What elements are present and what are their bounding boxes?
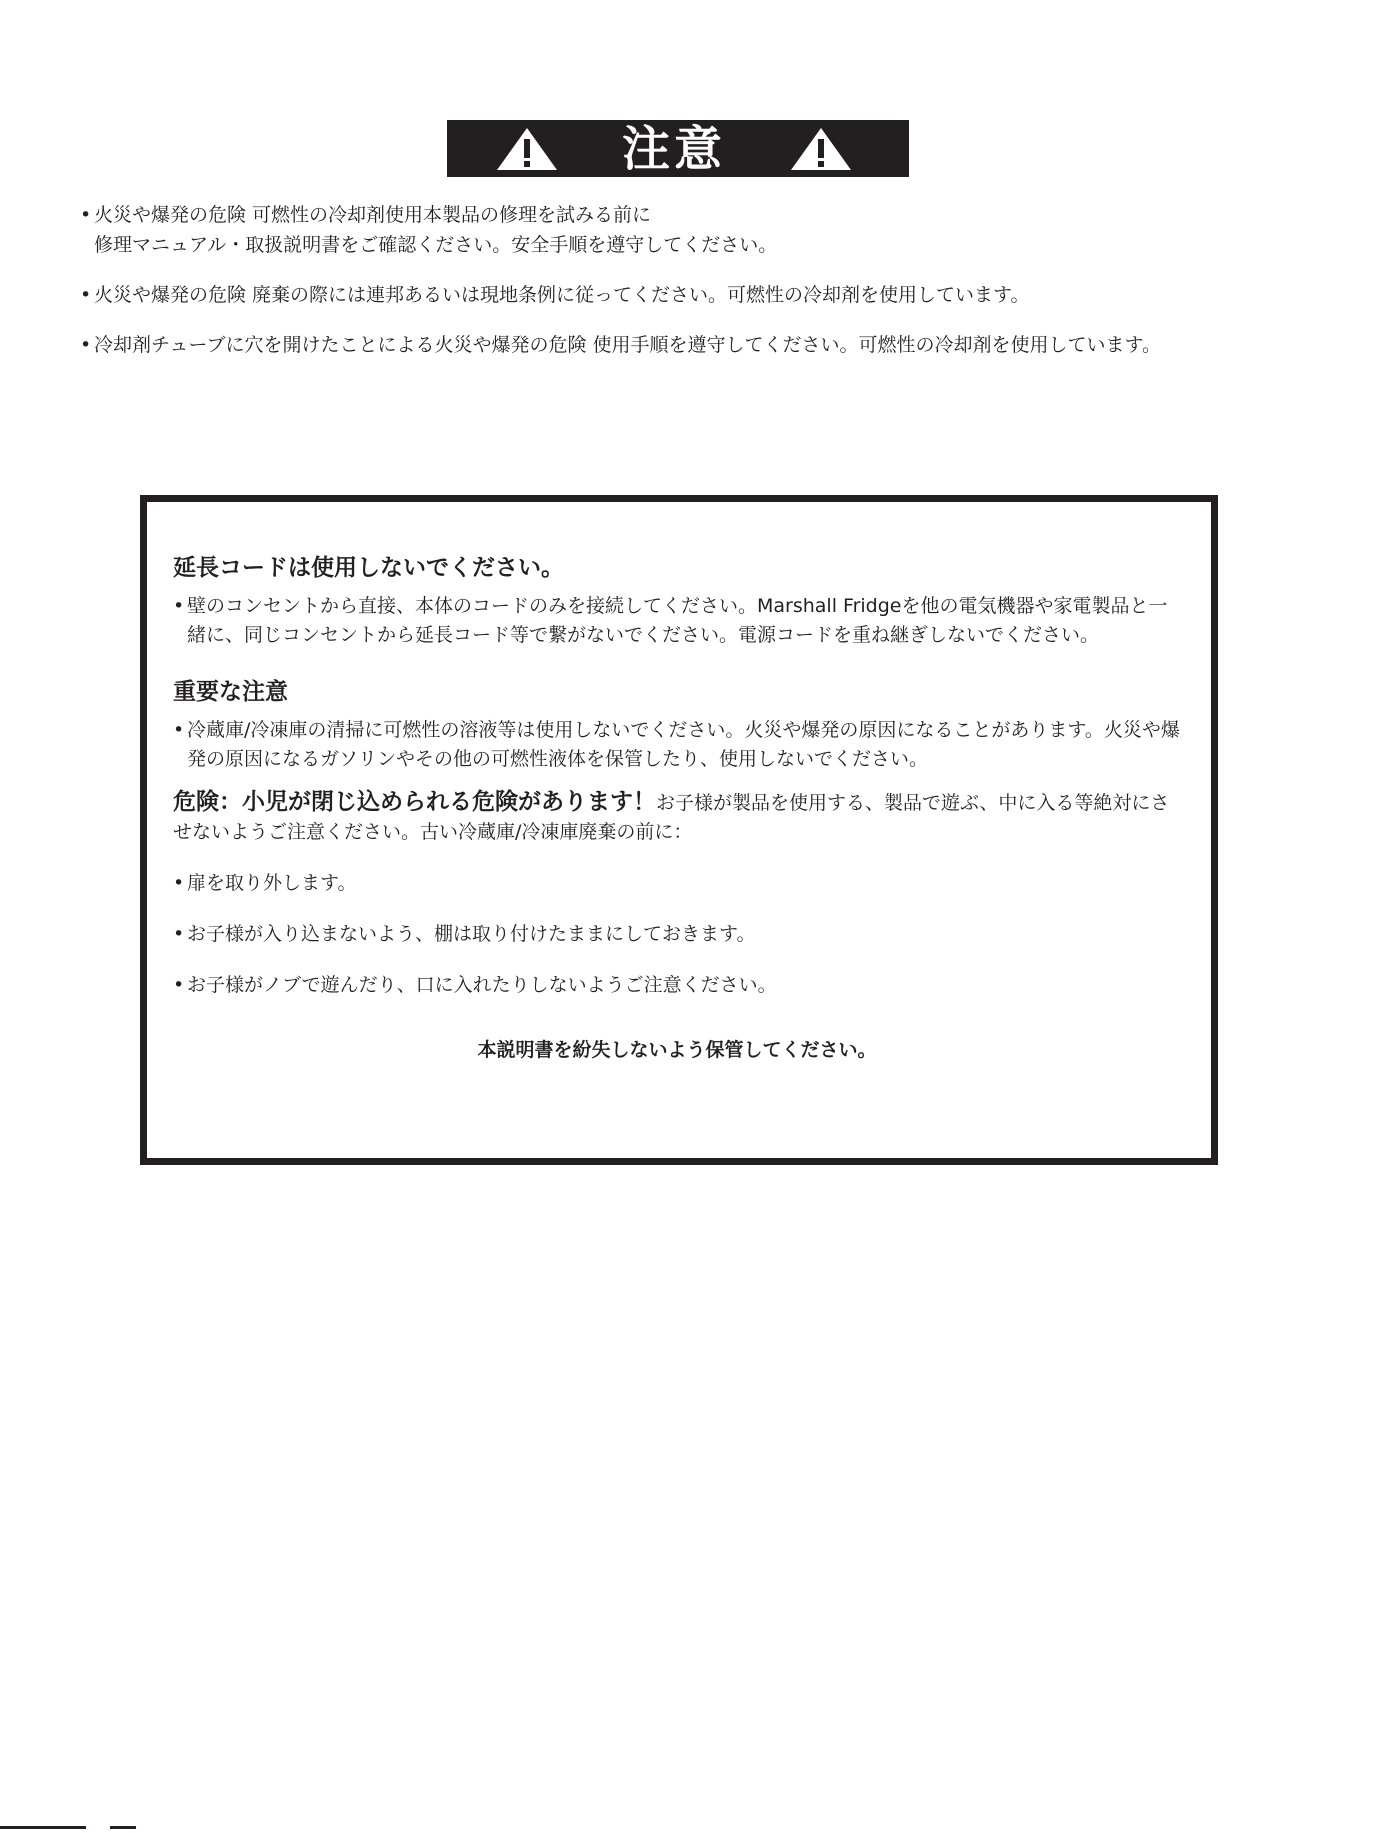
warning-item: [80, 200, 1380, 260]
caution-banner: [447, 120, 909, 177]
warning-line: 修理マニュアル・取扱説明書をご確認ください。安全手順を遵守してください。: [94, 234, 778, 256]
warning-item: [80, 330, 1380, 360]
important-heading: 重要な注意: [173, 679, 288, 705]
extension-cord-text: • 壁のコンセントから直接、本体のコードのみを接続してください。Marshall Fridgeを他の電気機器や家電製品と一緒に、同じコンセントから延長コード等で繋がないでください。電源コードを重ね継ぎしないでください。: [173, 592, 1181, 650]
warning-line: 冷却剤チューブに穴を開けたことによる火災や爆発の危険 使用手順を遵守してください。可燃性の冷却剤を使用しています。: [94, 334, 1162, 356]
banner-title: 注意: [621, 120, 726, 177]
warning-item: [80, 280, 1380, 310]
step-item: • 扉を取り外します。: [173, 869, 1181, 898]
warning-list: [80, 200, 1380, 360]
danger-text: お子様が製品を使用する、製品で遊ぶ、中に入る等絶対にさせないようご注意ください。古い冷蔵庫/冷凍庫廃棄の前に：: [173, 792, 1170, 843]
warning-triangle-icon: [495, 126, 559, 172]
warning-line: 火災や爆発の危険 可燃性の冷却剤使用本製品の修理を試みる前に: [94, 204, 652, 226]
step-item: • お子様がノブで遊んだり、口に入れたりしないようご注意ください。: [173, 971, 1181, 1000]
keep-manual-note: 本説明書を紛失しないよう保管してください。: [477, 1039, 877, 1061]
extension-cord-heading: 延長コードは使用しないでください。: [173, 555, 564, 581]
notice-box: [140, 495, 1218, 1165]
warning-triangle-icon: [789, 126, 853, 172]
important-text: • 冷蔵庫/冷凍庫の清掃に可燃性の溶液等は使用しないでください。火災や爆発の原因になることがあります。火災や爆発の原因になるガソリンやその他の可燃性液体を保管したり、使用しないでください。: [173, 716, 1181, 774]
step-item: • お子様が入り込まないよう、棚は取り付けたままにしておきます。: [173, 920, 1181, 949]
warning-line: 火災や爆発の危険 廃棄の際には連邦あるいは現地条例に従ってください。可燃性の冷却剤を使用しています。: [94, 284, 1030, 306]
footer-bar: [0, 1826, 86, 1829]
danger-paragraph: [173, 788, 1181, 847]
danger-lead: 危険：小児が閉じ込められる危険があります！: [173, 789, 656, 815]
footer-dash: [110, 1826, 136, 1829]
